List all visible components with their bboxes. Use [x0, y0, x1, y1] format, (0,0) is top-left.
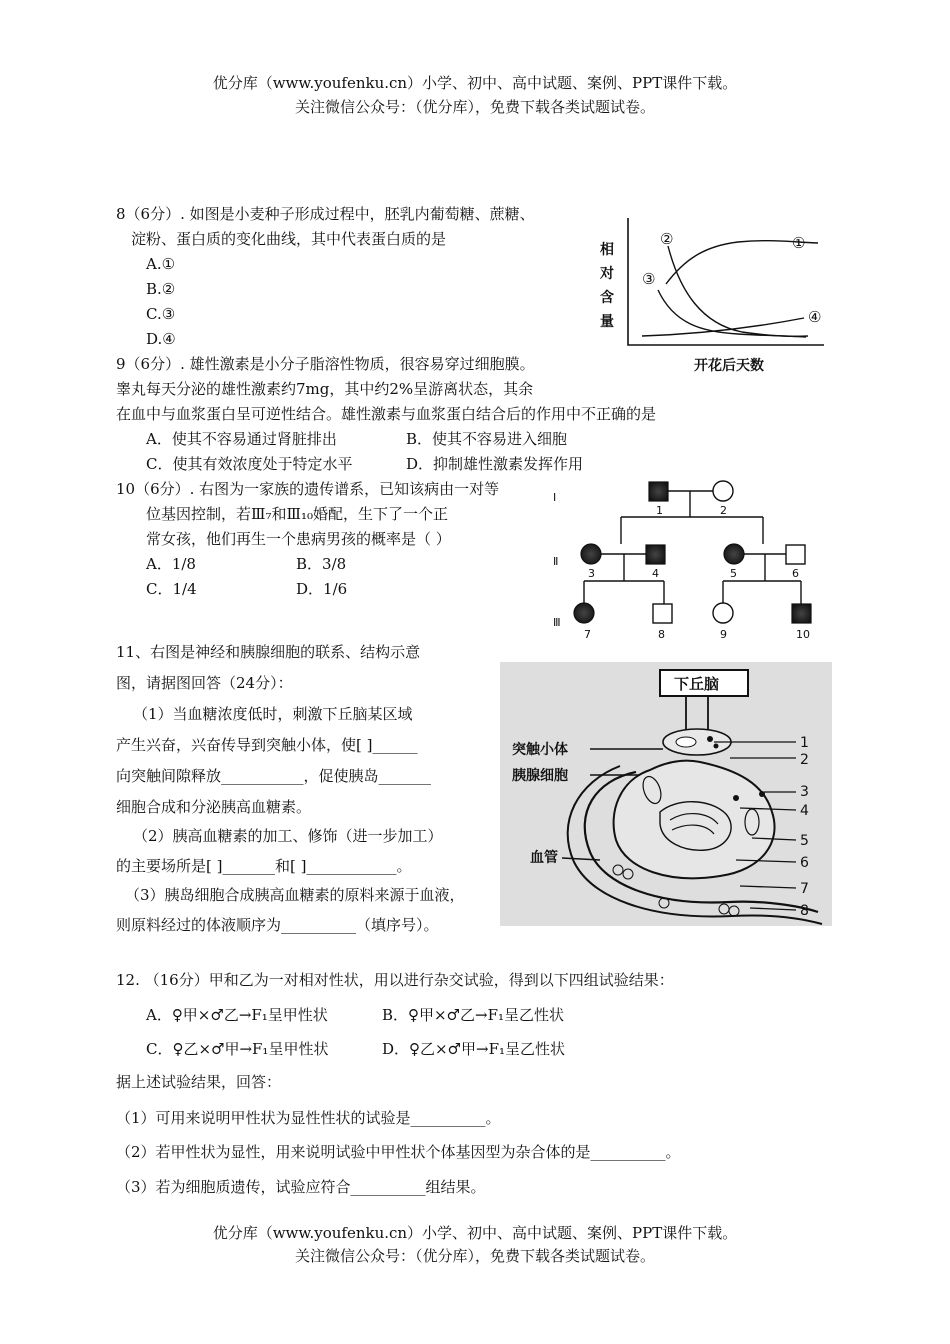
pedigree-affected-female	[724, 544, 744, 564]
q10-option-a: A．1/8	[146, 555, 196, 573]
label-number: 4	[800, 803, 809, 819]
pedigree-number: 9	[720, 628, 727, 641]
pedigree-number: 5	[730, 567, 737, 580]
pedigree-affected-male	[792, 604, 811, 623]
pedigree-number: 1	[656, 504, 663, 517]
q9-text-line-3: 在血中与血浆蛋白呈可逆性结合。雄性激素与血浆蛋白结合后的作用中不正确的是	[116, 405, 657, 423]
pedigree-number: 2	[720, 504, 727, 517]
pedigree-affected-male	[646, 545, 665, 564]
label-number: 2	[800, 752, 809, 768]
q9-option-d: D．抑制雄性激素发挥作用	[406, 455, 584, 473]
pedigree-number: 10	[796, 628, 810, 641]
q8-ylabel-char: 相	[600, 242, 614, 258]
q8-curve-label-1: ①	[792, 234, 806, 252]
q12-sub-3: （3）若为细胞质遗传，试验应符合__________组结果。	[116, 1178, 486, 1196]
q11-part2-line-1: （2）胰高血糖素的加工、修饰（进一步加工）	[133, 827, 443, 845]
label-number: 8	[800, 903, 809, 919]
q11-part3-line-2: 则原料经过的体液顺序为__________（填序号）。	[116, 916, 439, 934]
q8-curve-label-4: ④	[808, 308, 822, 326]
pedigree-affected-male	[649, 482, 668, 501]
q12-text-line-1: 12. （16分）甲和乙为一对相对性状，用以进行杂交试验，得到以下四组试验结果：	[116, 971, 674, 989]
q10-option-d: D．1/6	[296, 580, 348, 598]
footer-line-2: 关注微信公众号：（优分库），免费下载各类试题试卷。	[294, 1247, 655, 1265]
q9-option-c: C．使其有效浓度处于特定水平	[146, 455, 353, 473]
pedigree-number: 8	[658, 628, 665, 641]
q12-sub-2: （2）若甲性状为显性，用来说明试验中甲性状个体基因型为杂合体的是__________。	[116, 1143, 681, 1161]
q11-part1-line-1: （1）当血糖浓度低时，刺激下丘脑某区域	[133, 705, 413, 723]
label-number: 5	[800, 833, 809, 849]
q12-option-d: D．♀乙×♂甲→F₁呈乙性状	[382, 1040, 565, 1058]
q8-option-a: A.①	[146, 255, 176, 273]
q11-text-line-2: 图，请据图回答（24分）：	[116, 674, 293, 692]
q11-part2-line-2: 的主要场所是[ ]_______和[ ]____________。	[116, 857, 412, 875]
q8-curve-label-2: ②	[660, 230, 674, 248]
q9-option-a: A．使其不容易通过肾脏排出	[146, 430, 337, 448]
q8-content-curve-figure	[592, 212, 842, 382]
label-number: 3	[800, 784, 809, 800]
q11-part1-line-3: 向突触间隙释放___________，促使胰岛_______	[116, 767, 432, 785]
pedigree-normal-male	[653, 604, 672, 623]
q11-text-line-1: 11、右图是神经和胰腺细胞的联系、结构示意	[116, 643, 421, 661]
q12-option-b: B．♀甲×♂乙→F₁呈乙性状	[382, 1006, 564, 1024]
pedigree-normal-male	[786, 545, 805, 564]
q8-curve-label-3: ③	[642, 270, 656, 288]
q12-intro: 据上述试验结果，回答：	[116, 1073, 282, 1091]
pedigree-normal-female	[713, 481, 733, 501]
pedigree-normal-female	[713, 603, 733, 623]
header-line-2: 关注微信公众号：（优分库），免费下载各类试题试卷。	[294, 98, 655, 116]
q10-option-c: C．1/4	[146, 580, 197, 598]
label-number: 6	[800, 855, 809, 871]
q12-sub-1: （1）可用来说明甲性状为显性性状的试验是__________。	[116, 1109, 501, 1127]
pedigree-number: 3	[588, 567, 595, 580]
q9-text-line-1: 9（6分）. 雄性激素是小分子脂溶性物质，很容易穿过细胞膜。	[116, 355, 535, 373]
q8-ylabel-char: 量	[600, 314, 614, 330]
q11-part1-line-4: 细胞合成和分泌胰高血糖素。	[116, 798, 312, 816]
q10-text-line-1: 10（6分）. 右图为一家族的遗传谱系，已知该病由一对等	[116, 480, 500, 498]
q8-ylabel-char: 对	[600, 266, 614, 282]
gen-label-i: Ⅰ	[553, 491, 557, 504]
q8-option-b: B.②	[146, 280, 176, 298]
q8-option-c: C.③	[146, 305, 176, 323]
q10-text-line-2: 位基因控制，若Ⅲ₇和Ⅲ₁₀婚配，生下了一个正	[146, 505, 448, 523]
q9-option-b: B．使其不容易进入细胞	[406, 430, 568, 448]
q8-text-line-2: 淀粉、蛋白质的变化曲线，其中代表蛋白质的是	[131, 230, 447, 248]
gen-label-ii: Ⅱ	[553, 555, 559, 568]
label-synaptic-knob: 突触小体	[512, 742, 568, 758]
pedigree-affected-female	[581, 544, 601, 564]
q12-option-a: A．♀甲×♂乙→F₁呈甲性状	[146, 1006, 328, 1024]
header-line-1: 优分库（www.youfenku.cn）小学、初中、高中试题、案例、PPT课件下载。	[212, 74, 738, 92]
label-pancreatic-cell: 胰腺细胞	[512, 768, 568, 784]
q10-pedigree-figure	[545, 475, 835, 645]
q8-ylabel-char: 含	[600, 290, 614, 306]
pedigree-number: 4	[652, 567, 659, 580]
q8-option-d: D.④	[146, 330, 176, 348]
label-blood-vessel: 血管	[530, 850, 558, 866]
label-number: 1	[800, 735, 809, 751]
q8-xlabel: 开花后天数	[694, 358, 764, 374]
gen-label-iii: Ⅲ	[553, 616, 561, 629]
footer-line-1: 优分库（www.youfenku.cn）小学、初中、高中试题、案例、PPT课件下载。	[212, 1224, 738, 1242]
label-number: 7	[800, 881, 809, 897]
q8-text-line-1: 8（6分）. 如图是小麦种子形成过程中，胚乳内葡萄糖、蔗糖、	[116, 205, 535, 223]
q10-text-line-3: 常女孩，他们再生一个患病男孩的概率是（ ）	[146, 530, 451, 548]
q11-cell-figure	[500, 662, 832, 926]
pedigree-affected-female	[574, 603, 594, 623]
q9-text-line-2: 睾丸每天分泌的雄性激素约7mg，其中约2%呈游离状态，其余	[116, 380, 534, 398]
hypothalamus-label: 下丘脑	[674, 675, 720, 693]
pedigree-number: 7	[584, 628, 591, 641]
q11-part3-line-1: （3）胰岛细胞合成胰高血糖素的原料来源于血液，	[125, 886, 465, 904]
pedigree-number: 6	[792, 567, 799, 580]
q11-part1-line-2: 产生兴奋，兴奋传导到突触小体，使[ ]______	[116, 736, 418, 754]
q12-option-c: C．♀乙×♂甲→F₁呈甲性状	[146, 1040, 329, 1058]
q10-option-b: B．3/8	[296, 555, 347, 573]
